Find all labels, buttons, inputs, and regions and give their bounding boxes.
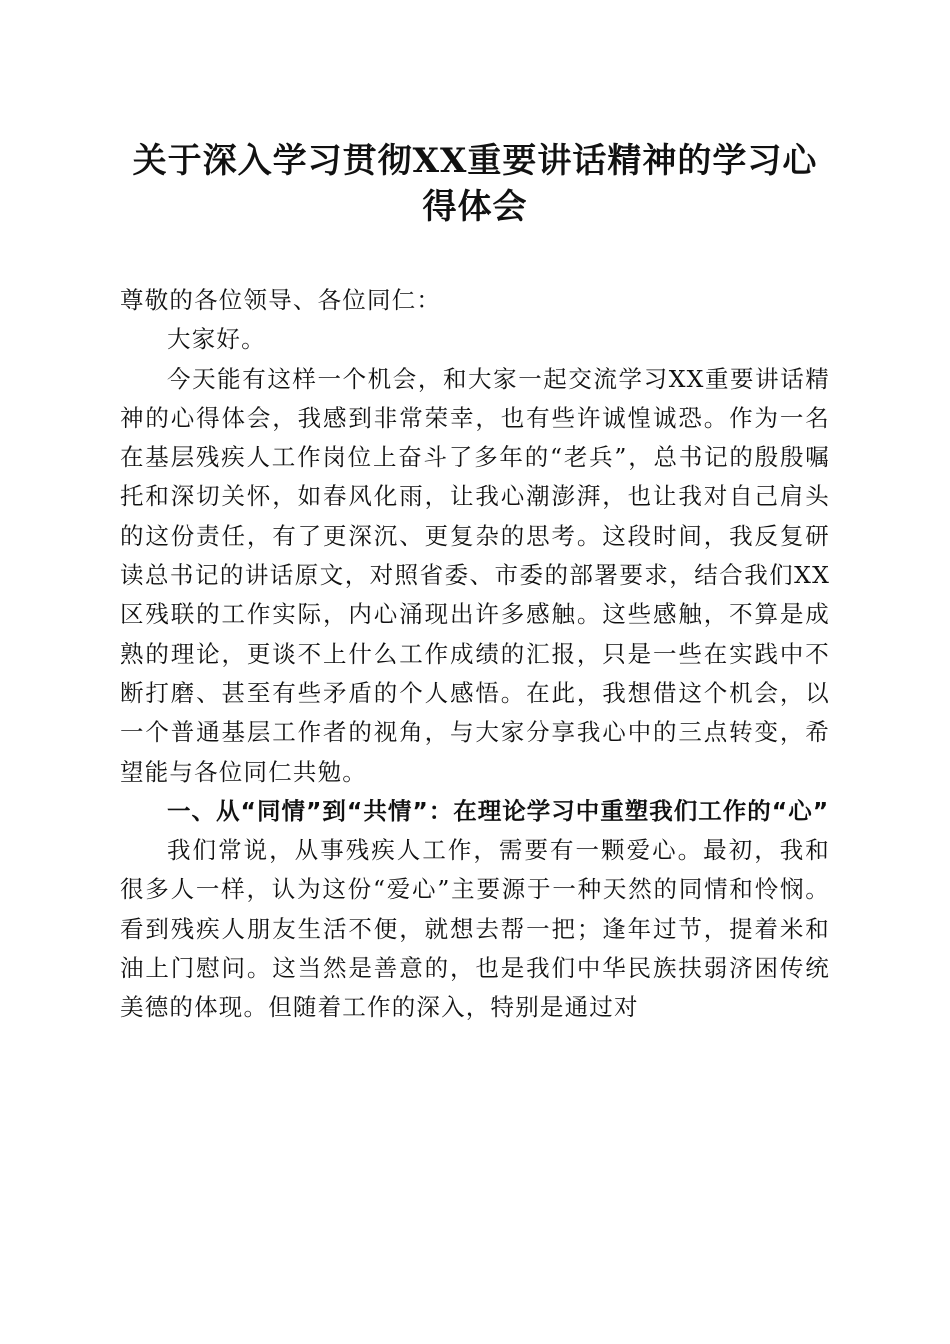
document-body xyxy=(120,281,830,1028)
paragraph-2: 我们常说，从事残疾人工作，需要有一颗爱心。最初，我和很多人一样，认为这份“爱心”主要源于一种天然的同情和怜悯。看到残疾人朋友生活不便，就想去帮一把；逢年过节，提着米和油上门慰问。这当然是善意的，也是我们中华民族扶弱济困传统美德的体现。但随着工作的深入，特别是通过对 xyxy=(120,836,830,1022)
document-page xyxy=(120,0,830,1344)
greeting: 大家好。 xyxy=(167,325,266,354)
document-title xyxy=(120,138,830,230)
paragraph-1: 今天能有这样一个机会，和大家一起交流学习XX重要讲话精神的心得体会，我感到非常荣幸，也有些许诚惶诚恐。作为一名在基层残疾人工作岗位上奋斗了多年的“老兵”，总书记的殷殷嘱托和深切关怀，如春风化雨，让我心潮澎湃，也让我对自己肩头的这份责任，有了更深沉、更复杂的思考。这段时间，我反复研读总书记的讲话原文，对照省委、市委的部署要求，结合我们XX区残联的工作实际，内心涌现出许多感触。这些感触，不算是成熟的理论，更谈不上什么工作成绩的汇报，只是一些在实践中不断打磨、甚至有些矛盾的个人感悟。在此，我想借这个机会，以一个普通基层工作者的视角，与大家分享我心中的三点转变，希望能与各位同仁共勉。 xyxy=(120,364,830,786)
title-line-1: 关于深入学习贯彻XX重要讲话精神的学习心 xyxy=(132,141,818,181)
salutation: 尊敬的各位领导、各位同仁： xyxy=(120,286,442,314)
section-heading-1: 一、从“同情”到“共情”：在理论学习中重塑我们工作的“心” xyxy=(167,796,830,825)
title-line-2: 得体会 xyxy=(422,187,528,227)
